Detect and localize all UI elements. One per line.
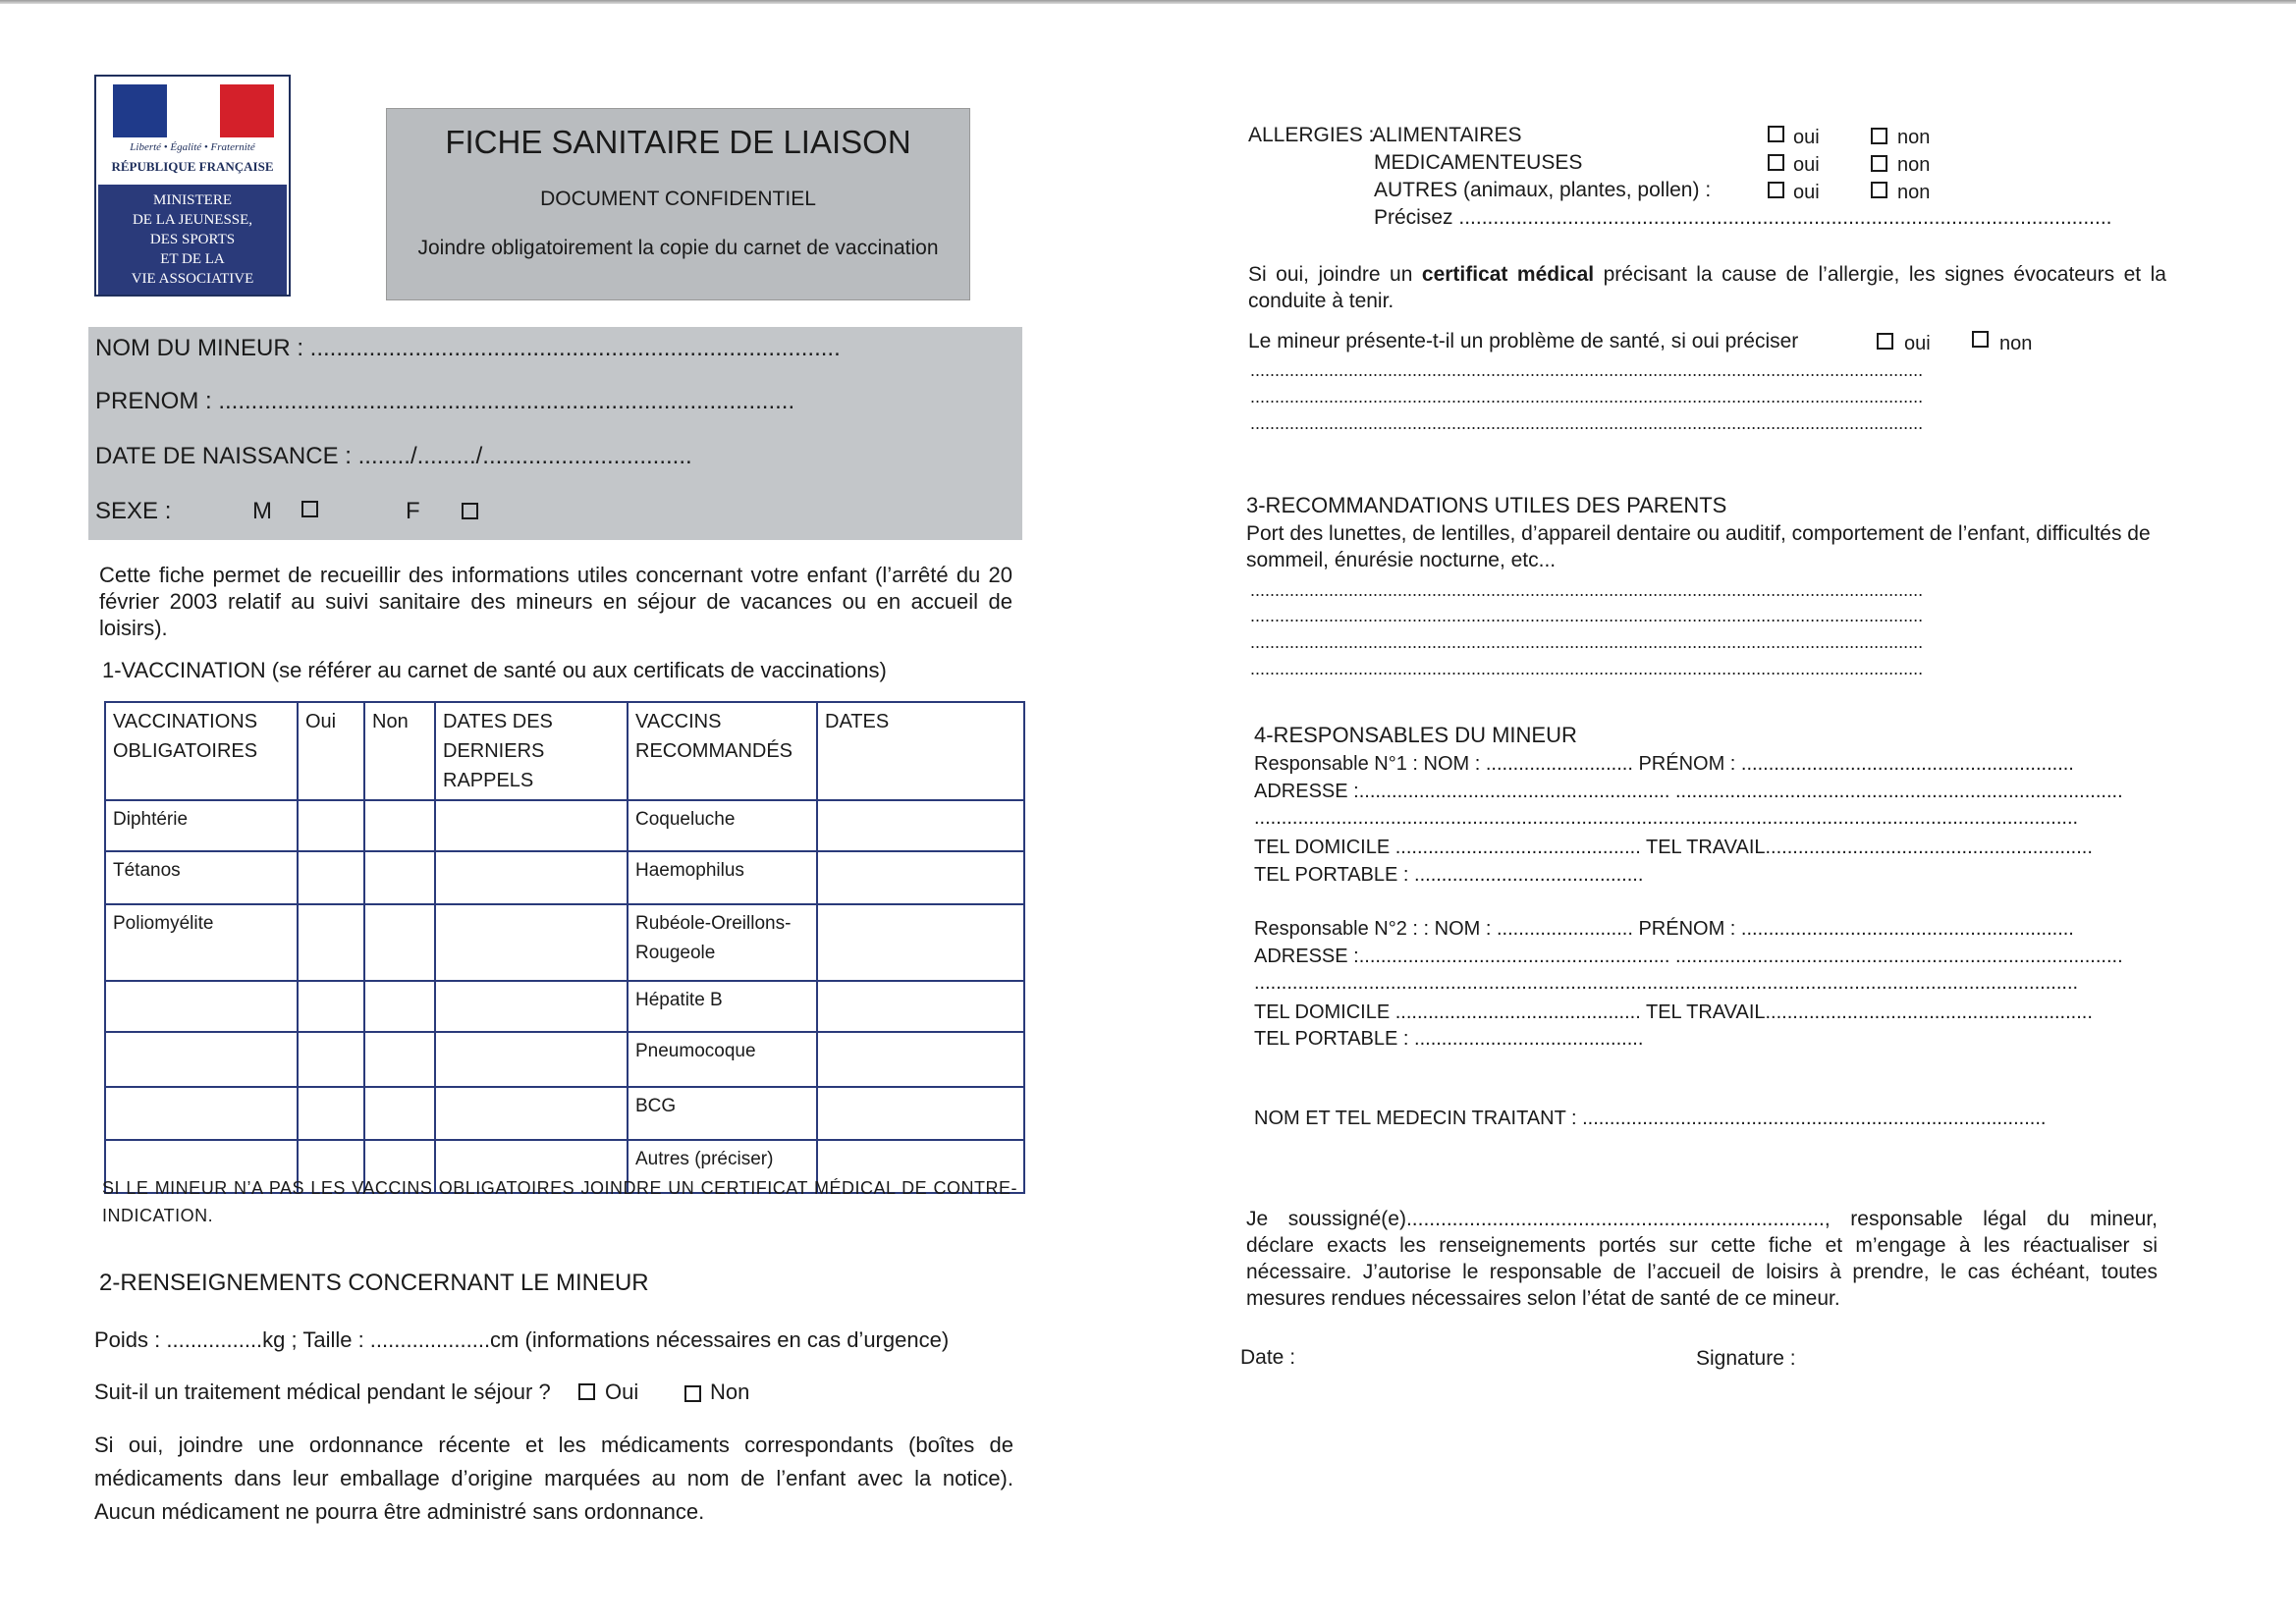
certificat-text bbox=[1248, 261, 2166, 314]
certificat-bold: certificat médical bbox=[1421, 263, 1595, 286]
allergie-alimentaires: ALIMENTAIRES bbox=[1372, 124, 1522, 146]
date-cell[interactable] bbox=[817, 904, 1024, 981]
dotted-line[interactable]: ......................................................................................................................................... bbox=[1250, 387, 1924, 406]
section3-title: 3-RECOMMANDATIONS UTILES DES PARENTS bbox=[1246, 493, 1727, 517]
vaccin-obligatoire-cell: Tétanos bbox=[105, 851, 298, 904]
vaccin-recommande-cell: Hépatite B bbox=[628, 981, 817, 1032]
non-label: non bbox=[1897, 127, 1931, 148]
responsable2-nom-field[interactable]: Responsable N°2 : : NOM : ......................... PRÉNOM : ............................................................. bbox=[1254, 918, 2074, 940]
oui-cell[interactable] bbox=[298, 800, 364, 851]
allergie-autres: AUTRES (animaux, plantes, pollen) : bbox=[1374, 179, 1712, 201]
signature-label[interactable]: Signature : bbox=[1696, 1347, 1796, 1370]
responsable1-nom-field[interactable]: Responsable N°1 : NOM : ........................... PRÉNOM : ............................................................. bbox=[1254, 753, 2074, 775]
prenom-field[interactable]: PRENOM : ........................................................................................ bbox=[95, 388, 795, 414]
dotted-line[interactable]: ......................................................................................................................................... bbox=[1250, 413, 1924, 433]
ministere-line: VIE ASSOCIATIVE bbox=[131, 271, 254, 287]
oui-cell[interactable] bbox=[298, 1032, 364, 1087]
logo-devise: Liberté • Égalité • Fraternité bbox=[130, 141, 255, 153]
header-vaccinations-obligatoires: VACCINATIONS OBLIGATOIRES bbox=[105, 702, 298, 800]
dotted-line[interactable]: ......................................................................................................................................... bbox=[1250, 606, 1924, 625]
responsable1-tel-field[interactable]: TEL DOMICILE ............................................. TEL TRAVAIL............................................................ bbox=[1254, 837, 2093, 858]
vaccination-title: 1-VACCINATION (se référer au carnet de santé ou aux certificats de vaccinations) bbox=[102, 658, 887, 682]
scan-edge bbox=[0, 0, 2296, 4]
oui-label: oui bbox=[1793, 154, 1820, 176]
responsable1-adresse-field[interactable]: ADRESSE :......................................................... .................................................................................. bbox=[1254, 781, 2123, 802]
probleme-non-checkbox[interactable] bbox=[1972, 331, 1989, 348]
ordonnance-text: Si oui, joindre une ordonnance récente et les médicaments correspondants (boîtes de médicaments dans leur emballage d’origine marquées au nom de l’enfant avec la notice). Aucun médicament ne pourra être administré sans ordonnance. bbox=[94, 1433, 1013, 1524]
non-label: non bbox=[1999, 333, 2033, 354]
declaration-text: Je soussigné(e)........................................................................., responsable légal du mineur, déclare exacts les renseignements portés sur cette fiche et m’engage à les réactualiser si nécessaire. J’autorise le responsable de l’accueil de loisirs à prendre, le cas échéant, toutes mesures rendues nécessaires selon l’état de santé de ce mineur. bbox=[1246, 1208, 2158, 1310]
ministere-line: DE LA JEUNESSE, bbox=[132, 212, 253, 228]
vaccin-obligatoire-cell bbox=[105, 981, 298, 1032]
date-label[interactable]: Date : bbox=[1240, 1346, 1296, 1369]
header-non: Non bbox=[364, 702, 435, 800]
non-cell[interactable] bbox=[364, 904, 435, 981]
document-note: Joindre obligatoirement la copie du carnet de vaccination bbox=[417, 237, 939, 259]
vaccination-table bbox=[104, 701, 1025, 1194]
oui-cell[interactable] bbox=[298, 904, 364, 981]
vaccin-recommande-cell: Coqueluche bbox=[628, 800, 817, 851]
section4-title: 4-RESPONSABLES DU MINEUR bbox=[1254, 723, 1577, 747]
vaccin-recommande-cell: Rubéole-Oreillons-Rougeole bbox=[628, 904, 817, 981]
oui-label: oui bbox=[1904, 333, 1931, 354]
ministere-line: MINISTERE bbox=[153, 192, 232, 208]
vaccin-recommande-cell: Haemophilus bbox=[628, 851, 817, 904]
ministere-line: DES SPORTS bbox=[149, 232, 236, 247]
section2-title: 2-RENSEIGNEMENTS CONCERNANT LE MINEUR bbox=[99, 1270, 649, 1296]
date-rappel-cell[interactable] bbox=[435, 1032, 628, 1087]
vaccin-obligatoire-cell: Diphtérie bbox=[105, 800, 298, 851]
non-cell[interactable] bbox=[364, 1087, 435, 1140]
document-subtitle: DOCUMENT CONFIDENTIEL bbox=[540, 188, 816, 210]
vaccin-recommande-cell: Autres (préciser) bbox=[628, 1140, 817, 1193]
oui-label: oui bbox=[1793, 127, 1820, 148]
date-rappel-cell[interactable] bbox=[435, 800, 628, 851]
responsable1-adresse2-field[interactable]: ....................................................................................................................................................... bbox=[1254, 807, 2079, 829]
logo-ministere bbox=[98, 185, 287, 295]
recommandations-text: Port des lunettes, de lentilles, d’appareil dentaire ou auditif, comportement de l’enfant, difficultés de sommeil, énurésie nocturne, etc... bbox=[1246, 522, 2151, 571]
medecin-traitant-field[interactable]: NOM ET TEL MEDECIN TRAITANT : ..................................................................................... bbox=[1254, 1108, 2047, 1129]
traitement-question: Suit-il un traitement médical pendant le séjour ? bbox=[94, 1380, 551, 1404]
ministry-logo bbox=[94, 75, 291, 297]
table-row bbox=[105, 851, 1024, 904]
dotted-line[interactable]: ......................................................................................................................................... bbox=[1250, 360, 1924, 380]
date-cell[interactable] bbox=[817, 800, 1024, 851]
header-vaccins-recommandes: VACCINS RECOMMANDÉS bbox=[628, 702, 817, 800]
header-oui: Oui bbox=[298, 702, 364, 800]
vaccin-recommande-cell: Pneumocoque bbox=[628, 1032, 817, 1087]
allergie-medicamenteuses: MEDICAMENTEUSES bbox=[1374, 151, 1583, 174]
responsable2-adresse-field[interactable]: ADRESSE :......................................................... .................................................................................. bbox=[1254, 946, 2123, 967]
date-cell[interactable] bbox=[817, 851, 1024, 904]
ministere-line: ET DE LA bbox=[160, 251, 225, 267]
probleme-sante-question: Le mineur présente-t-il un problème de santé, si oui préciser bbox=[1248, 330, 1799, 352]
alimentaires-oui-checkbox[interactable] bbox=[1768, 126, 1784, 142]
date-cell[interactable] bbox=[817, 1087, 1024, 1140]
header-dates-rappels: DATES DES DERNIERS RAPPELS bbox=[435, 702, 628, 800]
date-rappel-cell[interactable] bbox=[435, 851, 628, 904]
sexe-label: SEXE : bbox=[95, 498, 172, 524]
vaccin-obligatoire-cell bbox=[105, 1087, 298, 1140]
date-cell[interactable] bbox=[817, 1032, 1024, 1087]
traitement-oui-checkbox[interactable] bbox=[578, 1383, 595, 1400]
sexe-m-label: M bbox=[252, 498, 272, 524]
medicamenteuses-non-checkbox[interactable] bbox=[1871, 155, 1887, 172]
date-rappel-cell[interactable] bbox=[435, 1087, 628, 1140]
responsable2-tel-field[interactable]: TEL DOMICILE ............................................. TEL TRAVAIL............................................................ bbox=[1254, 1001, 2093, 1023]
document-header bbox=[386, 108, 970, 300]
traitement-oui-label: Oui bbox=[605, 1380, 639, 1404]
table-row bbox=[105, 1032, 1024, 1087]
non-cell[interactable] bbox=[364, 800, 435, 851]
table-row bbox=[105, 981, 1024, 1032]
certificat-post: précisant la cause de l’allergie, les signes évocateurs et la conduite à tenir. bbox=[1248, 263, 2166, 312]
precisez-field[interactable]: Précisez .................................................................................................................. bbox=[1374, 206, 2112, 229]
certificat-pre: Si oui, joindre un bbox=[1248, 263, 1422, 286]
oui-cell[interactable] bbox=[298, 981, 364, 1032]
table-row bbox=[105, 800, 1024, 851]
nom-mineur-field[interactable]: NOM DU MINEUR : ................................................................................. bbox=[95, 335, 841, 361]
traitement-non-checkbox[interactable] bbox=[684, 1385, 701, 1402]
intro-text: Cette fiche permet de recueillir des informations utiles concernant votre enfant (l’arrêté du 20 février 2003 relatif au suivi sanitaire des mineurs en séjour de vacances ou en accueil de loisirs). bbox=[99, 563, 1012, 640]
oui-cell[interactable] bbox=[298, 851, 364, 904]
non-label: non bbox=[1897, 182, 1931, 203]
date-cell[interactable] bbox=[817, 981, 1024, 1032]
non-cell[interactable] bbox=[364, 851, 435, 904]
non-cell[interactable] bbox=[364, 981, 435, 1032]
responsable1-portable-field[interactable]: TEL PORTABLE : .......................................... bbox=[1254, 864, 1644, 886]
logo-republique: RÉPUBLIQUE FRANÇAISE bbox=[111, 159, 274, 174]
oui-label: oui bbox=[1793, 182, 1820, 203]
sexe-f-checkbox[interactable] bbox=[462, 503, 478, 519]
table-row bbox=[105, 1087, 1024, 1140]
poids-taille-field[interactable]: Poids : ................kg ; Taille : ....................cm (informations nécessaires en cas d’urgence) bbox=[94, 1327, 950, 1352]
autres-oui-checkbox[interactable] bbox=[1768, 182, 1784, 198]
table-header-row bbox=[105, 702, 1024, 800]
sexe-m-checkbox[interactable] bbox=[301, 501, 318, 517]
date-rappel-cell[interactable] bbox=[435, 981, 628, 1032]
responsable2-adresse2-field[interactable]: ....................................................................................................................................................... bbox=[1254, 972, 2079, 994]
vaccin-obligatoire-cell: Poliomyélite bbox=[105, 904, 298, 981]
traitement-non-label: Non bbox=[710, 1380, 750, 1404]
responsable2-portable-field[interactable]: TEL PORTABLE : .......................................... bbox=[1254, 1028, 1644, 1050]
date-rappel-cell[interactable] bbox=[435, 904, 628, 981]
non-cell[interactable] bbox=[364, 1032, 435, 1087]
alimentaires-non-checkbox[interactable] bbox=[1871, 128, 1887, 144]
header-dates: DATES bbox=[817, 702, 1024, 800]
medicamenteuses-oui-checkbox[interactable] bbox=[1768, 154, 1784, 171]
vaccin-recommande-cell: BCG bbox=[628, 1087, 817, 1140]
autres-non-checkbox[interactable] bbox=[1871, 182, 1887, 198]
dotted-line[interactable]: ......................................................................................................................................... bbox=[1250, 632, 1924, 652]
dotted-line[interactable]: ......................................................................................................................................... bbox=[1250, 659, 1924, 678]
dotted-line[interactable]: ......................................................................................................................................... bbox=[1250, 580, 1924, 600]
table-row bbox=[105, 904, 1024, 981]
probleme-oui-checkbox[interactable] bbox=[1877, 333, 1893, 350]
non-label: non bbox=[1897, 154, 1931, 176]
oui-cell[interactable] bbox=[298, 1087, 364, 1140]
vaccination-warning: SI LE MINEUR N’A PAS LES VACCINS OBLIGATOIRES JOINDRE UN CERTIFICAT MÉDICAL DE CONTRE-INDICATION. bbox=[102, 1178, 1017, 1225]
document-title: FICHE SANITAIRE DE LIAISON bbox=[445, 124, 911, 160]
sexe-f-label: F bbox=[406, 498, 420, 524]
date-naissance-field[interactable]: DATE DE NAISSANCE : ......../........./................................ bbox=[95, 443, 692, 469]
allergies-label: ALLERGIES : bbox=[1248, 124, 1375, 146]
marianne-flag-icon bbox=[113, 84, 274, 137]
vaccin-obligatoire-cell bbox=[105, 1032, 298, 1087]
